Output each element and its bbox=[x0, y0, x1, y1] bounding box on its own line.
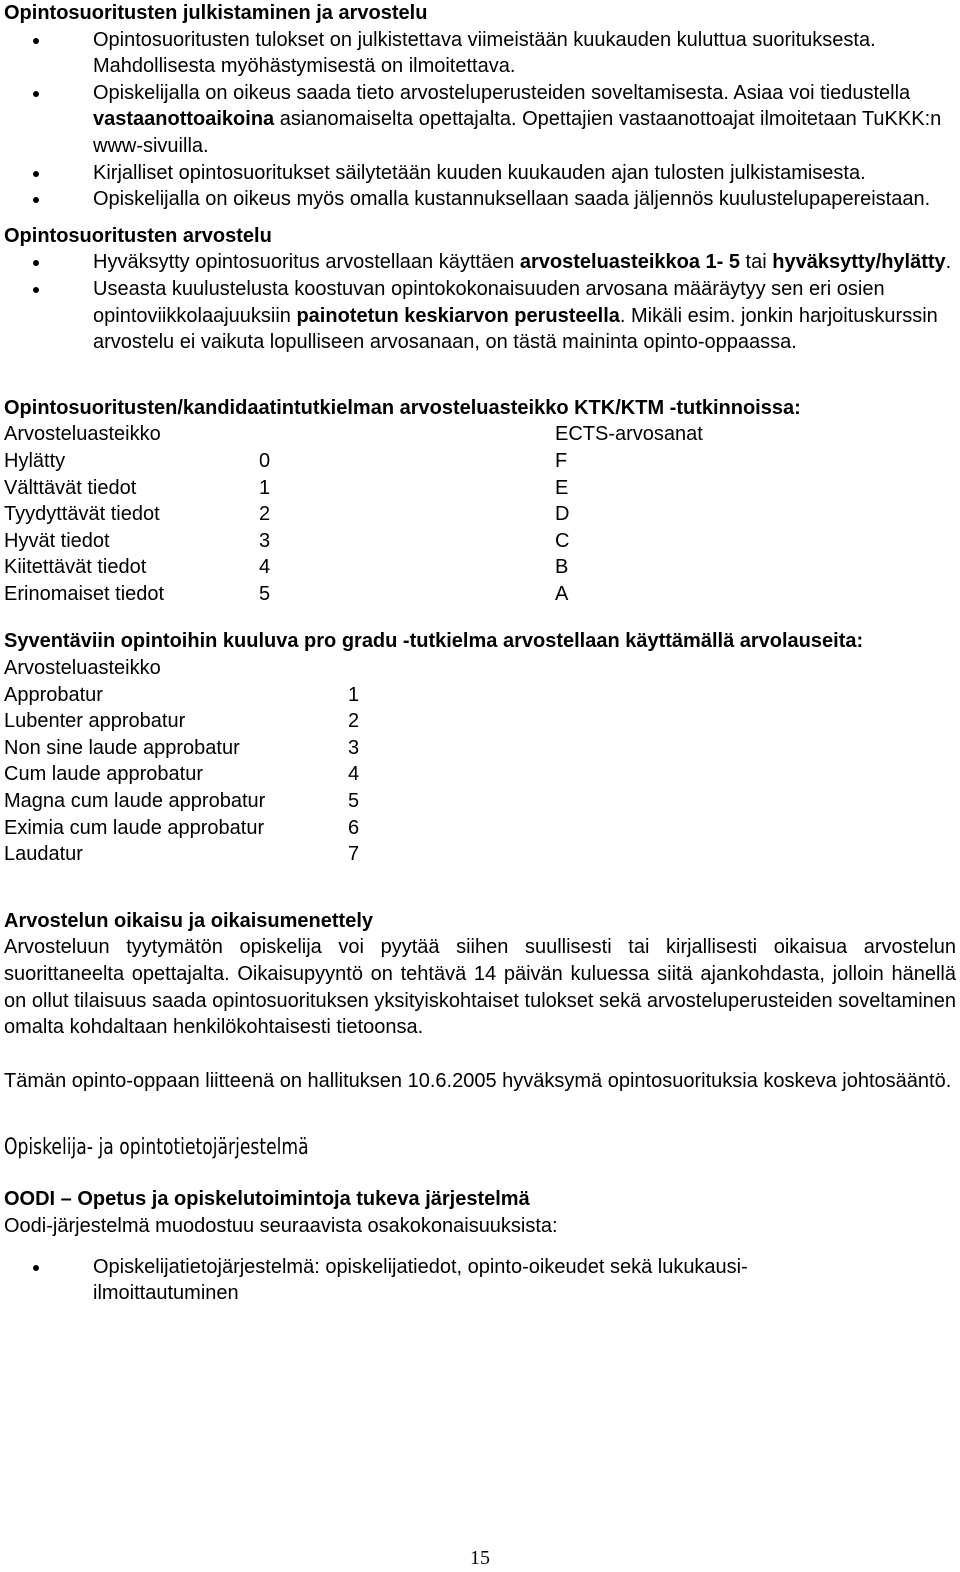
table-cell-ects: C bbox=[555, 529, 570, 552]
table-cell-name: Non sine laude approbatur bbox=[4, 736, 240, 759]
table-cell-ects: D bbox=[555, 503, 570, 526]
table-cell-ects: E bbox=[555, 476, 569, 499]
table-cell-name: Erinomaiset tiedot bbox=[4, 582, 165, 605]
bullet-icon bbox=[33, 91, 39, 97]
list-item: Opiskelijalla on oikeus saada tieto arvosteluperusteiden soveltamisesta. Asiaa voi tiedustella vastaanottoaikoina asianomaiselta opettajalta. Opettajien vastaanottoajat ilmoitetaan TuKKK:n www-sivuilla. bbox=[4, 80, 956, 160]
table-row bbox=[4, 815, 956, 842]
appendix-paragraph: Tämän opinto-oppaan liitteenä on hallituksen 10.6.2005 hyväksymä opintosuorituksia koskeva johtosääntö. bbox=[4, 1069, 952, 1092]
table-cell-name: Approbatur bbox=[4, 683, 103, 706]
section-heading-grading: Opintosuoritusten arvostelu bbox=[4, 224, 272, 247]
table-cell-ects: B bbox=[555, 556, 569, 579]
section-heading-oodi: OODI – Opetus ja opiskelutoimintoja tukeva järjestelmä bbox=[4, 1188, 530, 1211]
table-cell-name: Tyydyttävät tiedot bbox=[4, 503, 160, 526]
table-cell-name: Lubenter approbatur bbox=[4, 710, 186, 733]
bullet-icon bbox=[33, 287, 39, 293]
grading-list bbox=[4, 249, 956, 355]
section-heading-thesis: Syventäviin opintoihin kuuluva pro gradu -tutkielma arvostellaan käyttämällä arvolauseita: bbox=[4, 630, 864, 653]
table-cell-grade: 3 bbox=[259, 529, 271, 552]
table-cell-grade: 2 bbox=[259, 503, 271, 526]
table-cell-name: Kiitettävät tiedot bbox=[4, 556, 147, 579]
column-header: ECTS-arvosanat bbox=[555, 423, 703, 446]
table-cell-grade: 1 bbox=[348, 683, 360, 706]
publication-list bbox=[4, 27, 956, 213]
table-cell-ects: A bbox=[555, 582, 569, 605]
list-item: Opiskelijatietojärjestelmä: opiskelijatiedot, opinto-oikeudet sekä lukukausi-ilmoittautuminen bbox=[4, 1254, 863, 1307]
table-cell-grade: 5 bbox=[259, 582, 271, 605]
table-cell-name: Laudatur bbox=[4, 843, 83, 866]
table-cell-name: Magna cum laude approbatur bbox=[4, 790, 266, 813]
table-row bbox=[4, 554, 956, 581]
table-row bbox=[4, 708, 956, 735]
table-row bbox=[4, 475, 956, 502]
table-row bbox=[4, 788, 956, 815]
bullet-icon bbox=[33, 171, 39, 177]
oodi-list bbox=[4, 1254, 956, 1307]
table-cell-name: Hyvät tiedot bbox=[4, 529, 110, 552]
section-heading-scale: Opintosuoritusten/kandidaatintutkielman arvosteluasteikko KTK/KTM -tutkinnoissa: bbox=[4, 396, 801, 419]
section-heading-publication: Opintosuoritusten julkistaminen ja arvostelu bbox=[4, 2, 428, 24]
page-number: 15 bbox=[470, 1547, 490, 1569]
table-cell-name: Hylätty bbox=[4, 449, 66, 472]
thesis-scale-rows bbox=[4, 682, 956, 868]
list-item: Kirjalliset opintosuoritukset säilytetään kuuden kuukauden ajan tulosten julkistamisesta. bbox=[4, 160, 956, 187]
table-cell-grade: 2 bbox=[348, 710, 360, 733]
oodi-intro: Oodi-järjestelmä muodostuu seuraavista osakokonaisuuksista: bbox=[4, 1214, 558, 1237]
list-item: Opintosuoritusten tulokset on julkistettava viimeistään kuukauden kuluttua suorituksesta. Mahdollisesta myöhästymisestä on ilmoitettava. bbox=[4, 27, 956, 80]
correction-paragraph: Arvosteluun tyytymätön opiskelija voi pyytää siihen suullisesti tai kirjallisesti oikaisua arvostelun suorittaneelta opettajalta. Oikaisupyyntö on tehtävä 14 päivän kuluessa siitä ajankohdasta, jolloin hänellä on ollut tilaisuus saada opintosuorituksen yksityiskohtaiset tulokset sekä arvosteluperusteiden soveltaminen omalta kohdaltaan henkilökohtaisesti tietoonsa. bbox=[4, 936, 956, 1039]
list-item: Hyväksytty opintosuoritus arvostellaan käyttäen arvosteluasteikkoa 1- 5 tai hyväksytty/hylätty. bbox=[4, 249, 956, 276]
document-page bbox=[4, 0, 956, 1307]
bullet-icon bbox=[33, 260, 39, 266]
table-cell-grade: 6 bbox=[348, 816, 360, 839]
table-cell-grade: 3 bbox=[348, 736, 360, 759]
table-cell-name: Välttävät tiedot bbox=[4, 476, 137, 499]
list-item: Useasta kuulustelusta koostuvan opintokokonaisuuden arvosana määräytyy sen eri osien opintoviikkolaajuuksiin painotetun keskiarvon perusteella. Mikäli esim. jonkin harjoituskurssin arvostelu ei vaikuta lopulliseen arvosanaan, on tästä maininta opinto-oppaassa. bbox=[4, 276, 956, 356]
table-row bbox=[4, 501, 956, 528]
table-cell-grade: 1 bbox=[259, 476, 271, 499]
section-heading-correction: Arvostelun oikaisu ja oikaisumenettely bbox=[4, 909, 374, 932]
table-row bbox=[4, 761, 956, 788]
table-cell-grade: 0 bbox=[259, 449, 271, 472]
table-cell-grade: 4 bbox=[348, 763, 360, 786]
column-header: Arvosteluasteikko bbox=[4, 657, 161, 680]
bullet-icon bbox=[33, 1265, 39, 1271]
section-title-system: Opiskelija- ja opintotietojärjestelmä bbox=[4, 1135, 309, 1161]
column-header: Arvosteluasteikko bbox=[4, 423, 161, 446]
table-row bbox=[4, 682, 956, 709]
table-row bbox=[4, 448, 956, 475]
table-cell-grade: 7 bbox=[348, 843, 360, 866]
table-cell-grade: 5 bbox=[348, 790, 360, 813]
bullet-icon bbox=[33, 38, 39, 44]
table-row bbox=[4, 841, 956, 868]
table-row bbox=[4, 735, 956, 762]
table-cell-name: Cum laude approbatur bbox=[4, 763, 204, 786]
table-cell-grade: 4 bbox=[259, 556, 271, 579]
list-item: Opiskelijalla on oikeus myös omalla kustannuksellaan saada jäljennös kuulustelupapereistaan. bbox=[4, 186, 956, 213]
table-cell-ects: F bbox=[555, 449, 568, 472]
bullet-icon bbox=[33, 197, 39, 203]
table-row bbox=[4, 581, 956, 608]
grade-scale-rows bbox=[4, 448, 956, 608]
table-row bbox=[4, 528, 956, 555]
grade-scale-table bbox=[4, 421, 956, 448]
table-cell-name: Eximia cum laude approbatur bbox=[4, 816, 265, 839]
